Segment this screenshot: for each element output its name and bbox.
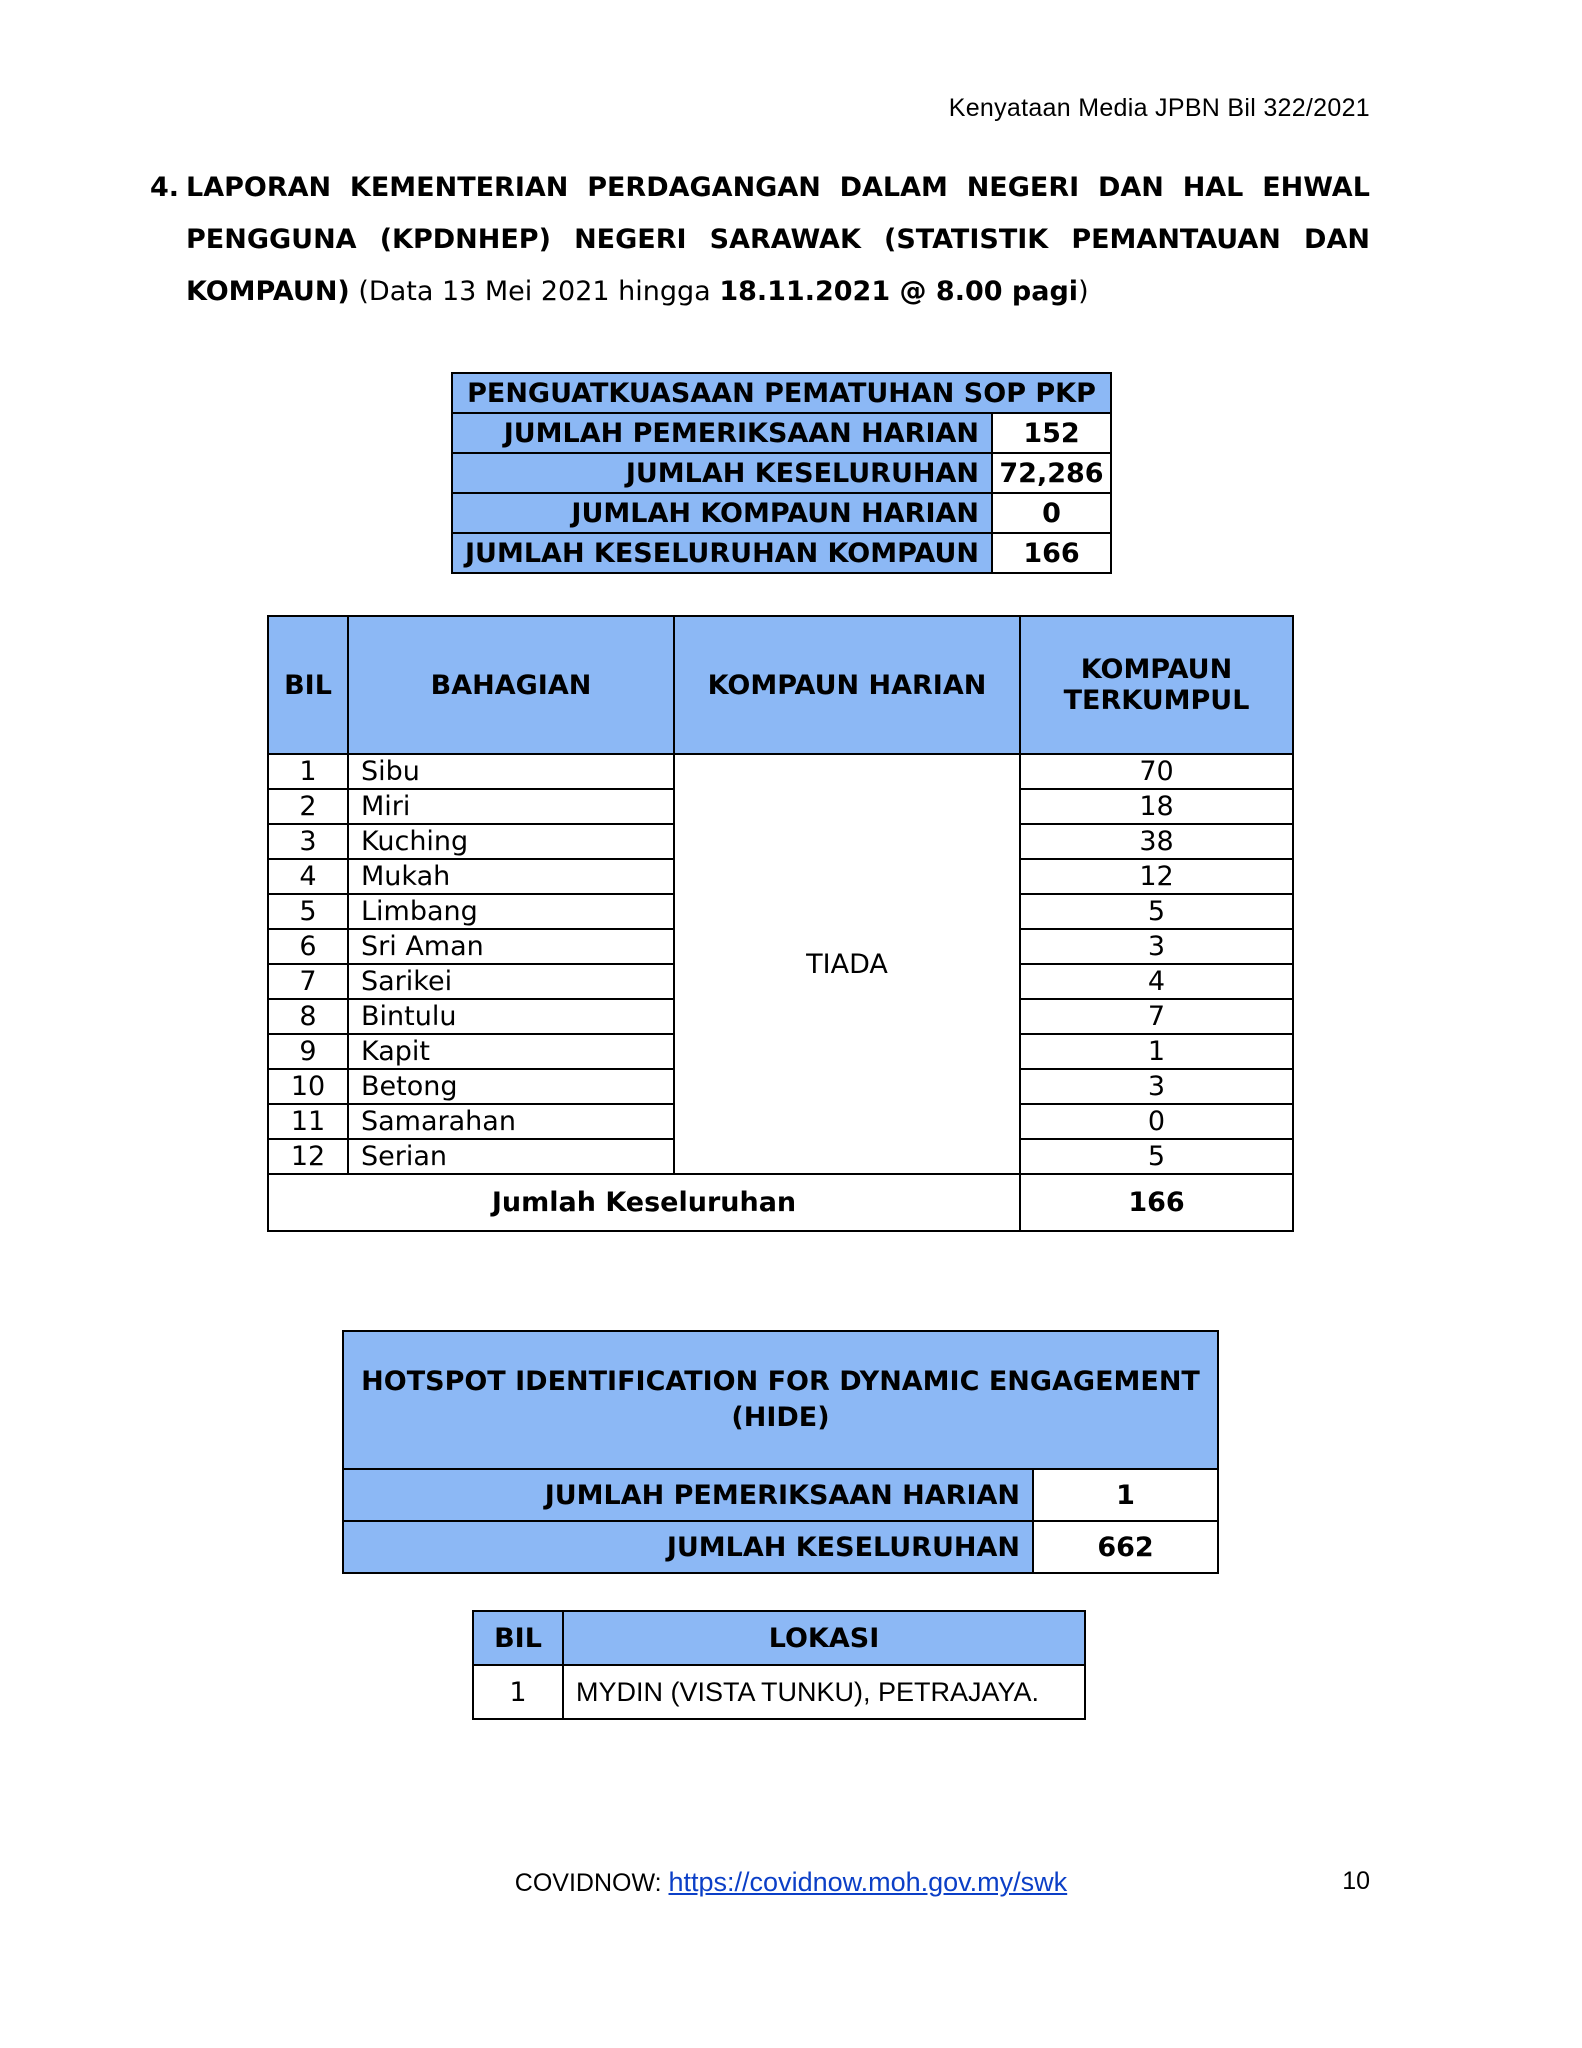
sop-enforcement-table [451, 372, 1112, 574]
column-header-bil: BIL [473, 1611, 563, 1665]
sop-table-title: PENGUATKUASAAN PEMATUHAN SOP PKP [452, 373, 1111, 413]
row-bil: 5 [268, 894, 348, 929]
heading-word: (KPDNHEP) [379, 224, 551, 255]
location-bil: 1 [473, 1665, 563, 1719]
row-kompaun-terkumpul: 1 [1020, 1034, 1293, 1069]
row-bahagian: Betong [348, 1069, 674, 1104]
column-header-lokasi: LOKASI [563, 1611, 1085, 1665]
heading-bold-end: KOMPAUN) [186, 276, 350, 307]
section-heading [150, 162, 1370, 318]
row-kompaun-terkumpul: 38 [1020, 824, 1293, 859]
column-header-kompaun-terkumpul: KOMPAUN TERKUMPUL [1020, 616, 1293, 754]
section-number: 4. [150, 172, 180, 203]
row-bahagian: Serian [348, 1139, 674, 1174]
table-row [452, 453, 1111, 493]
row-bahagian: Sibu [348, 754, 674, 789]
row-bahagian: Mukah [348, 859, 674, 894]
row-kompaun-terkumpul: 5 [1020, 894, 1293, 929]
table-row [452, 533, 1111, 573]
heading-date-range: (Data 13 Mei 2021 hingga [349, 276, 720, 307]
row-bahagian: Miri [348, 789, 674, 824]
row-kompaun-terkumpul: 70 [1020, 754, 1293, 789]
row-kompaun-terkumpul: 12 [1020, 859, 1293, 894]
heading-close-paren: ) [1078, 276, 1089, 307]
hide-table [342, 1330, 1219, 1574]
table-row [343, 1521, 1218, 1573]
heading-word: NEGERI [966, 172, 1080, 203]
heading-word: PERDAGANGAN [587, 172, 821, 203]
table-row [473, 1665, 1085, 1719]
heading-word: PEMANTAUAN [1071, 224, 1281, 255]
row-bil: 6 [268, 929, 348, 964]
hide-title-line-1: HOTSPOT IDENTIFICATION FOR DYNAMIC ENGAGEMENT [361, 1366, 1200, 1397]
section-heading-line-1 [186, 162, 1370, 214]
heading-word: NEGERI [574, 224, 687, 255]
sop-row-value: 152 [992, 413, 1111, 453]
heading-word: DALAM [839, 172, 948, 203]
heading-word: KEMENTERIAN [349, 172, 569, 203]
hide-row-label: JUMLAH PEMERIKSAAN HARIAN [343, 1469, 1033, 1521]
heading-word: HAL [1182, 172, 1244, 203]
total-value: 166 [1020, 1174, 1293, 1231]
row-bil: 12 [268, 1139, 348, 1174]
heading-word: DAN [1304, 224, 1370, 255]
sop-row-value: 166 [992, 533, 1111, 573]
row-bil: 9 [268, 1034, 348, 1069]
column-header-kompaun-harian: KOMPAUN HARIAN [674, 616, 1020, 754]
section-heading-line-2 [186, 214, 1370, 266]
row-kompaun-terkumpul: 7 [1020, 999, 1293, 1034]
sop-row-label: JUMLAH PEMERIKSAAN HARIAN [452, 413, 992, 453]
row-bahagian: Kapit [348, 1034, 674, 1069]
hide-row-label: JUMLAH KESELURUHAN [343, 1521, 1033, 1573]
row-bil: 3 [268, 824, 348, 859]
hide-table-title [343, 1331, 1218, 1469]
row-bil: 11 [268, 1104, 348, 1139]
row-kompaun-terkumpul: 3 [1020, 929, 1293, 964]
row-bil: 7 [268, 964, 348, 999]
kompaun-harian-merged: TIADA [674, 754, 1020, 1174]
row-bil: 10 [268, 1069, 348, 1104]
hide-row-value: 1 [1033, 1469, 1218, 1521]
row-bahagian: Sri Aman [348, 929, 674, 964]
sop-row-label: JUMLAH KESELURUHAN KOMPAUN [452, 533, 992, 573]
sop-row-label: JUMLAH KESELURUHAN [452, 453, 992, 493]
table-row [452, 413, 1111, 453]
page-number: 10 [1342, 1867, 1370, 1895]
column-header-bil: BIL [268, 616, 348, 754]
sop-row-label: JUMLAH KOMPAUN HARIAN [452, 493, 992, 533]
row-bil: 4 [268, 859, 348, 894]
heading-word: (STATISTIK [884, 224, 1049, 255]
hide-row-value: 662 [1033, 1521, 1218, 1573]
table-row [452, 493, 1111, 533]
row-bahagian: Samarahan [348, 1104, 674, 1139]
table-row [343, 1469, 1218, 1521]
row-kompaun-terkumpul: 0 [1020, 1104, 1293, 1139]
heading-cutoff-date: 18.11.2021 @ 8.00 pagi [719, 276, 1079, 307]
row-kompaun-terkumpul: 4 [1020, 964, 1293, 999]
document-reference: Kenyataan Media JPBN Bil 322/2021 [948, 94, 1370, 122]
row-kompaun-terkumpul: 18 [1020, 789, 1293, 824]
row-bil: 2 [268, 789, 348, 824]
heading-word: DAN [1097, 172, 1164, 203]
division-compound-table [267, 615, 1294, 1232]
location-table [472, 1610, 1086, 1720]
sop-row-value: 0 [992, 493, 1111, 533]
section-heading-line-3 [186, 266, 1370, 318]
total-label: Jumlah Keseluruhan [268, 1174, 1020, 1231]
footer-prefix: COVIDNOW: [514, 1869, 669, 1897]
row-bahagian: Sarikei [348, 964, 674, 999]
row-bahagian: Kuching [348, 824, 674, 859]
covidnow-link[interactable]: https://covidnow.moh.gov.my/swk [668, 1867, 1068, 1897]
total-row [268, 1174, 1293, 1231]
heading-word: LAPORAN [186, 172, 332, 203]
heading-word: PENGGUNA [186, 224, 357, 255]
hide-title-line-2: (HIDE) [731, 1402, 830, 1433]
sop-row-value: 72,286 [992, 453, 1111, 493]
row-kompaun-terkumpul: 5 [1020, 1139, 1293, 1174]
heading-word: SARAWAK [709, 224, 861, 255]
heading-word: EHWAL [1262, 172, 1370, 203]
row-bil: 1 [268, 754, 348, 789]
row-kompaun-terkumpul: 3 [1020, 1069, 1293, 1104]
row-bil: 8 [268, 999, 348, 1034]
column-header-bahagian: BAHAGIAN [348, 616, 674, 754]
table-row [268, 754, 1293, 789]
location-name: MYDIN (VISTA TUNKU), PETRAJAYA. [563, 1665, 1085, 1719]
row-bahagian: Limbang [348, 894, 674, 929]
row-bahagian: Bintulu [348, 999, 674, 1034]
